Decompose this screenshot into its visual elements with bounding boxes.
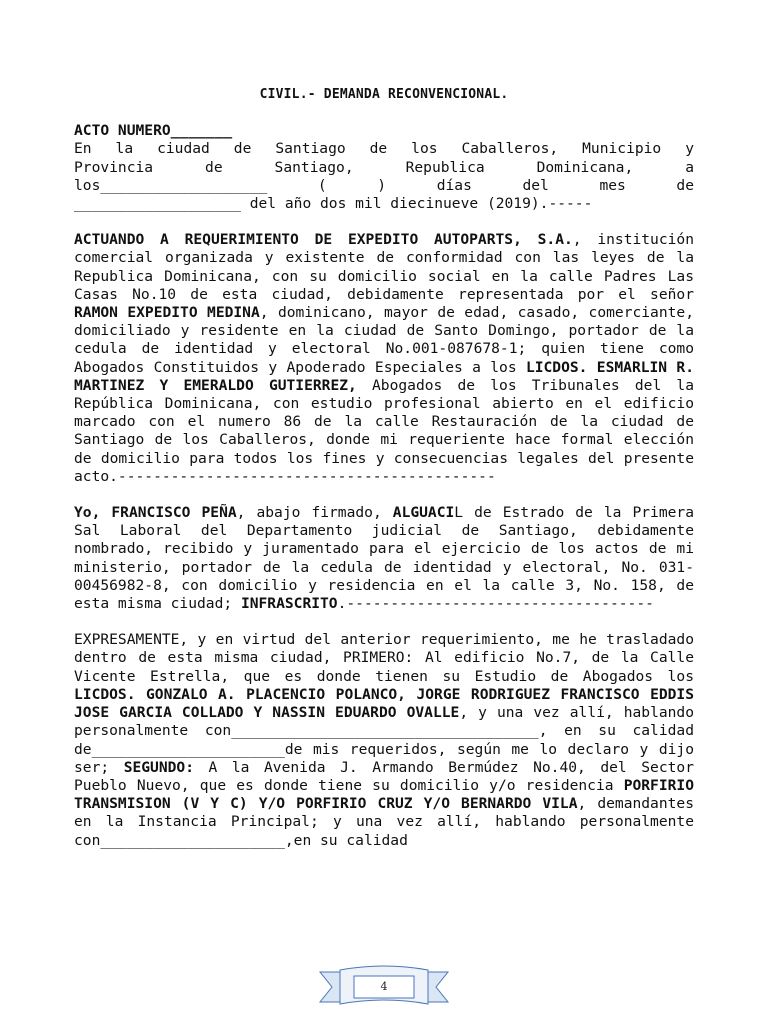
paragraph-actuando: ACTUANDO A REQUERIMIENTO DE EXPEDITO AUTOPARTS, S.A., institución comercial organizada y existente de conformidad con las leyes de la Republica Dominicana, con su domicilio social en la calle Padres Las Casas No.10 de esta ciudad, debidamente representada por el señor RAMON EXPEDITO MEDINA, dominicano, mayor de edad, casado, comerciante, domiciliado y residente en la ciudad de Santo Domingo, portador de la cedula de identidad y electoral No.001-087678-1; quien tiene como Abogados Constituidos y Apoderado Especiales a los LICDOS. ESMARLIN R. MARTINEZ Y EMERALDO GUTIERREZ, Abogados de los Tribunales del la República Dominicana, con estudio profesional abierto en el edificio marcado con el numero 86 de la calle Restauración de la ciudad de Santiago de los Caballeros, donde mi requeriente hace formal elección de domicilio para todos los fines y consecuencias legales del presente acto.------------------------------------------- xyxy=(74,231,694,485)
paragraph-alguacil: Yo, FRANCISCO PEÑA, abajo firmado, ALGUACIL de Estrado de la Primera Sal Laboral del Departamento judicial de Santiago, debidamente nombrado, recibido y juramentado para el ejercicio de los actos de mi ministerio, portador de la cedula de identidad y electoral, No. 031-00456982-8, con domicilio y residencia en el la calle 3, No. 158, de esta misma ciudad; INFRASCRITO.----------------------------------- xyxy=(74,504,694,613)
bailiff-name: Yo, FRANCISCO PEÑA xyxy=(74,504,237,522)
plaintiffs-names: PORFIRIO TRANSMISION (V Y C) Y/O PORFIRIO CRUZ Y/O BERNARDO VILA xyxy=(74,776,694,813)
page-number-ribbon xyxy=(318,964,450,1010)
document-page xyxy=(74,86,694,850)
acto-section xyxy=(74,122,694,213)
acto-line-1: En la ciudad de Santiago de los Caballeros, Municipio y xyxy=(74,140,694,158)
representative-name: RAMON EXPEDITO MEDINA xyxy=(74,304,260,322)
lawyers-names: LICDOS. ESMARLIN R. MARTINEZ Y EMERALDO GUTIERREZ, xyxy=(74,358,694,394)
acto-line-3: los___________________ ( ) días del mes de xyxy=(74,176,694,194)
defendant-lawyers: LICDOS. GONZALO A. PLACENCIO POLANCO, JORGE RODRIGUEZ FRANCISCO EDDIS JOSE GARCIA COLLADO Y NASSIN EDUARDO OVALLE xyxy=(74,685,694,722)
segundo-label: SEGUNDO: xyxy=(123,758,194,776)
bailiff-title: ALGUACI xyxy=(392,504,455,522)
document-title: CIVIL.- DEMANDA RECONVENCIONAL. xyxy=(259,87,509,102)
acto-number-label: ACTO NUMERO_______ xyxy=(74,122,233,140)
acto-line-2: Provincia de Santiago, Republica Dominicana, a xyxy=(74,158,694,176)
requester-name: ACTUANDO A REQUERIMIENTO DE EXPEDITO AUTOPARTS, S.A. xyxy=(74,231,573,249)
paragraph-expresamente: EXPRESAMENTE, y en virtud del anterior requerimiento, me he trasladado dentro de esta misma ciudad, PRIMERO: Al edificio No.7, de la Calle Vicente Estrella, que es donde tienen su Estudio de Abogados los LICDOS. GONZALO A. PLACENCIO POLANCO, JORGE RODRIGUEZ FRANCISCO EDDIS JOSE GARCIA COLLADO Y NASSIN EDUARDO OVALLE, y una vez allí, hablando personalmente con___________________________________, en su calidad de______________________de mis requeridos, según me lo declaro y dijo ser; SEGUNDO: A la Avenida J. Armando Bermúdez No.40, del Sector Pueblo Nuevo, que es donde tiene su domicilio y/o residencia PORFIRIO TRANSMISION (V Y C) Y/O PORFIRIO CRUZ Y/O BERNARDO VILA, demandantes en la Instancia Principal; y una vez allí, hablando personalmente con_____________________,en su calidad xyxy=(74,631,694,849)
infrascrito-label: INFRASCRITO xyxy=(240,595,338,613)
acto-line-4: ___________________ del año dos mil diecinueve (2019).----- xyxy=(74,195,593,213)
page-number: 4 xyxy=(380,980,388,993)
